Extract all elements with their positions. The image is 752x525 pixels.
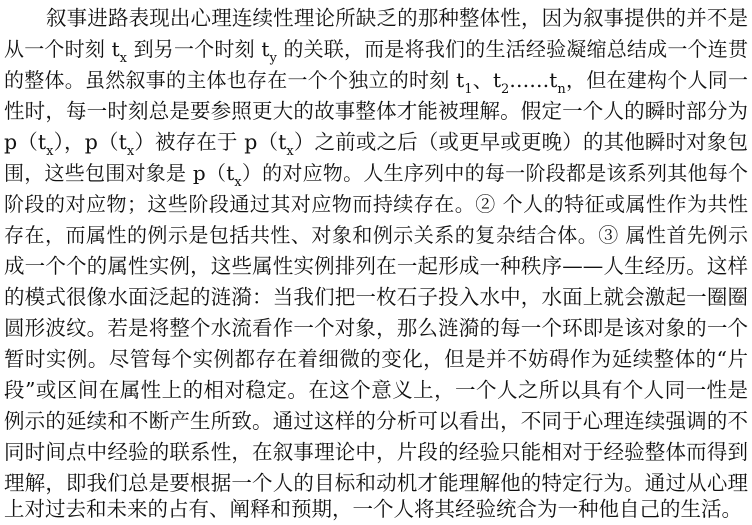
text-line: 围，这些包围对象是 $p(t_x)$的对应物。人生序列中的每一阶段都是该系列其他每个 [4,161,748,190]
text-line: 例示的延续和不断产生所致。通过这样的分析可以看出，不同于心理连续强调的不 [4,409,748,433]
text-line: 的模式很像水面泛起的涟漪：当我们把一枚石子投入水中，水面上就会激起一圈圈 [4,285,748,309]
text-line: $p(t_x)$，$p(t_x)$被存在于 $p(t_x)$之前或之后（或更早或更晚）的其他瞬时对象包 [4,130,748,159]
text-line: 成一个个的属性实例，这些属性实例排列在一起形成一种秩序——人生经历。这样 [4,254,748,278]
text-line: 从一个时刻 $t_x$ 到另一个时刻 $t_y$ 的关联，而是将我们的生活经验凝缩总结成一个连贯 [4,37,748,66]
text-line: 性时，每一时刻总是要参照更大的故事整体才能被理解。假定一个人的瞬时部分为 [4,99,748,123]
text-line: 存在，而属性的例示是包括共性、对象和例示关系的复杂结合体。③ 属性首先例示 [4,223,748,247]
text-line: 段”或区间在属性上的相对稳定。在这个意义上，一个人之所以具有个人同一性是 [4,378,748,402]
text-line: 上对过去和未来的占有、阐释和预期，一个人将其经验统合为一种他自己的生活。 [4,497,742,521]
text-line: 理解，即我们总是要根据一个人的目标和动机才能理解他的特定行为。通过从心理 [4,471,748,495]
text-line: 的整体。虽然叙事的主体也存在一个个独立的时刻 $t_1$、$t_2\dots\dots t_n$，但在建构个人同一 [4,68,748,97]
text-line: 圆形波纹。若是将整个水流看作一个对象，那么涟漪的每一个环即是该对象的一个 [4,316,748,340]
text-line: 同时间点中经验的联系性，在叙事理论中，片段的经验只能相对于经验整体而得到 [4,440,748,464]
text-line: 叙事进路表现出心理连续性理论所缺乏的那种整体性，因为叙事提供的并不是 [46,6,748,30]
text-line: 暂时实例。尽管每个实例都存在着细微的变化，但是并不妨碍作为延续整体的“片 [4,347,748,371]
text-line: 阶段的对应物；这些阶段通过其对应物而持续存在。② 个人的特征或属性作为共性 [4,192,748,216]
